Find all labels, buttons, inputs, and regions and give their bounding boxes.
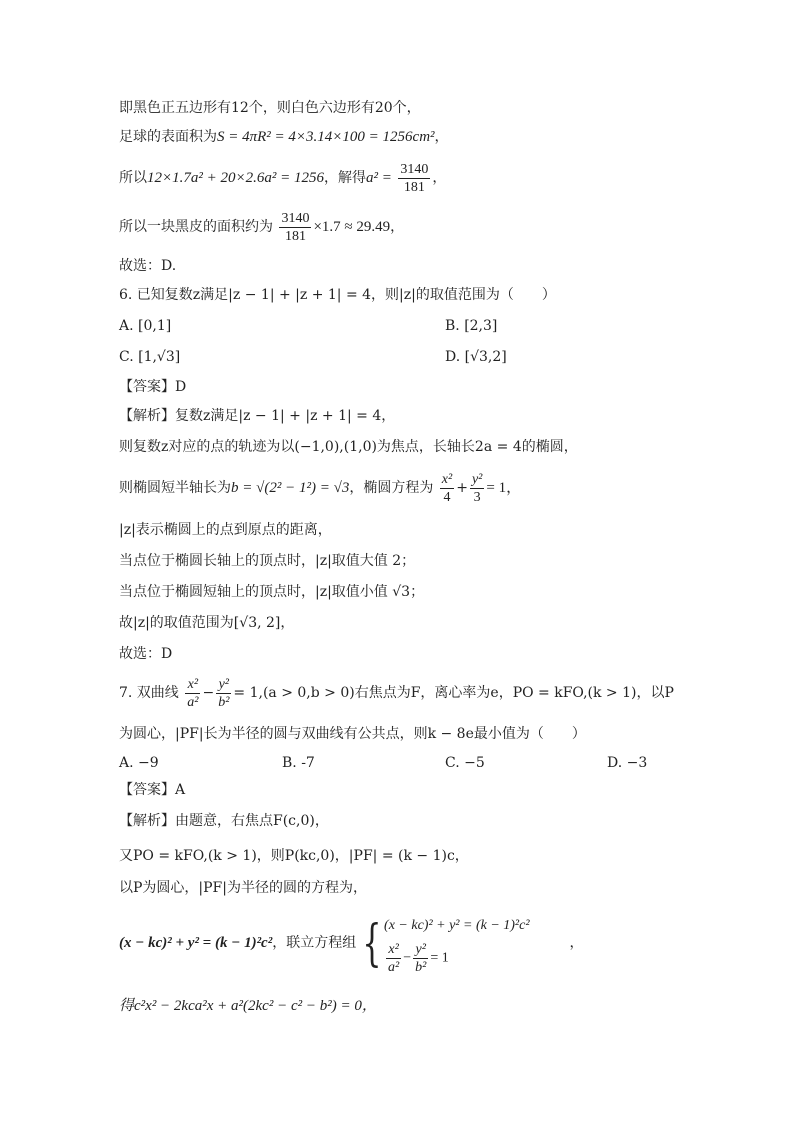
option-a: A. −9 <box>119 755 159 771</box>
text-line: 【解析】由题意，右焦点F(c,0)， <box>119 813 329 829</box>
text-line <box>119 160 446 196</box>
fraction: $\frac{\text{x²}}{\text{a²}}$ <box>187 676 199 710</box>
text-line: 为圆心，|PF|长为半径的圆与双曲线有公共点，则k − 8e最小值为（ ） <box>119 726 586 742</box>
text: ， <box>390 219 405 235</box>
equation-system <box>384 911 530 976</box>
text-line: 则椭圆短半轴长为b = √(2² − 1²) = √3，椭圆方程为 $\frac{\text{x²}}{4}$ + $\frac{\text{y²}}{3}$ = 1， <box>119 471 522 505</box>
text-line: 当点位于椭圆短轴上的顶点时，|z|取值小值 √3； <box>119 584 425 600</box>
answer-label: 【答案】D <box>119 379 187 395</box>
option-d: D. [√3,2] <box>445 349 507 365</box>
text: ， <box>432 170 447 186</box>
text: = 1,(a > 0,b > 0)右焦点为F，离心率为e，PO = kFO,(k > 1)，以P <box>233 685 674 701</box>
formula: ×1.7 ≈ 29.49 <box>313 219 391 235</box>
option-c: C. −5 <box>445 755 485 771</box>
answer-label: 【答案】A <box>119 782 186 798</box>
option-c: C. [1,√3] <box>119 349 181 365</box>
text: 7. 双曲线 <box>119 685 179 701</box>
text-line <box>119 127 449 147</box>
text-line <box>119 209 404 245</box>
formula: a² = <box>365 170 392 186</box>
text-line: 【解析】复数z满足|z − 1| + |z + 1| = 4， <box>119 408 396 424</box>
option-b: B. [2,3] <box>445 318 498 334</box>
text-line: |z|表示椭圆上的点到原点的距离， <box>119 522 332 538</box>
text-line: 故选：D <box>119 646 173 662</box>
option-d: D. −3 <box>607 755 648 771</box>
fraction: $\frac{3140}{181}$ <box>281 210 310 244</box>
question-6: 6. 已知复数z满足|z − 1| + |z + 1| = 4，则|z|的取值范围为（ ） <box>119 287 556 303</box>
equation: (x − kc)² + y² = (k − 1)²c² <box>384 917 530 933</box>
text: 所以 <box>119 170 147 186</box>
equation: $\frac{\text{x²}}{\text{a²}}$ − $\frac{\text{y²}}{\text{b²}}$ = 1 <box>388 941 449 975</box>
text-line <box>119 910 584 976</box>
fraction: $\frac{\text{x²}}{4}$ <box>441 471 453 505</box>
formula: 得c²x² − 2kca²x + a²(2kc² − c² − b²) = 0， <box>119 998 377 1014</box>
text-line: 以P为圆心，|PF|为半径的圆的方程为， <box>119 880 367 896</box>
text: ，解得 <box>323 170 366 186</box>
text: ，椭圆方程为 <box>349 480 434 496</box>
text-line <box>119 996 377 1016</box>
fraction: $\frac{\text{y²}}{\text{b²}}$ <box>218 676 230 710</box>
fraction: $\frac{\text{y²}}{\text{b²}}$ <box>415 941 427 975</box>
formula: S = 4πR² = 4×3.14×100 = 1256cm² <box>217 129 435 145</box>
formula: 12×1.7a² + 20×2.6a² = 1256 <box>147 170 324 186</box>
text: = 1 <box>430 950 449 966</box>
text: ， <box>434 129 449 145</box>
text-line: 故选：D. <box>119 258 177 274</box>
formula: (x − kc)² + y² = (k − 1)²c² <box>119 935 273 951</box>
text-line: 则复数z对应的点的轨迹为以(−1,0),(1,0)为焦点，长轴长2a = 4的椭圆， <box>119 439 578 455</box>
option-a: A. [0,1] <box>119 318 172 334</box>
text-line: 故|z|的取值范围为[√3, 2]， <box>119 615 295 631</box>
text-line: 当点位于椭圆长轴上的顶点时，|z|取值大值 2； <box>119 553 416 569</box>
text-line: 即黑色正五边形有12个，则白色六边形有20个， <box>119 100 421 116</box>
fraction: $\frac{3140}{181}$ <box>400 161 429 195</box>
text-line: 又PO = kFO,(k > 1)，则P(kc,0)，|PF| = (k − 1)c， <box>119 848 469 864</box>
brace: { <box>362 914 382 972</box>
text: ， <box>569 935 584 951</box>
text: ，联立方程组 <box>272 935 357 951</box>
fraction: $\frac{\text{x²}}{\text{a²}}$ <box>388 941 400 975</box>
text: 则椭圆短半轴长为 <box>119 480 231 496</box>
option-b: B. -7 <box>282 755 315 771</box>
formula: = 1， <box>486 480 522 496</box>
formula: b = √(2² − 1²) = √3 <box>231 480 350 496</box>
text: 所以一块黑皮的面积约为 <box>119 219 273 235</box>
fraction: $\frac{\text{y²}}{3}$ <box>471 471 483 505</box>
text: 足球的表面积为 <box>119 129 217 145</box>
question-7: 7. 双曲线 $\frac{\text{x²}}{\text{a²}}$ − $\frac{\text{y²}}{\text{b²}}$ = 1,(a > 0,b > 0)右焦点为F，离心率为e，PO = kFO,(k > 1)，以P <box>119 676 674 710</box>
